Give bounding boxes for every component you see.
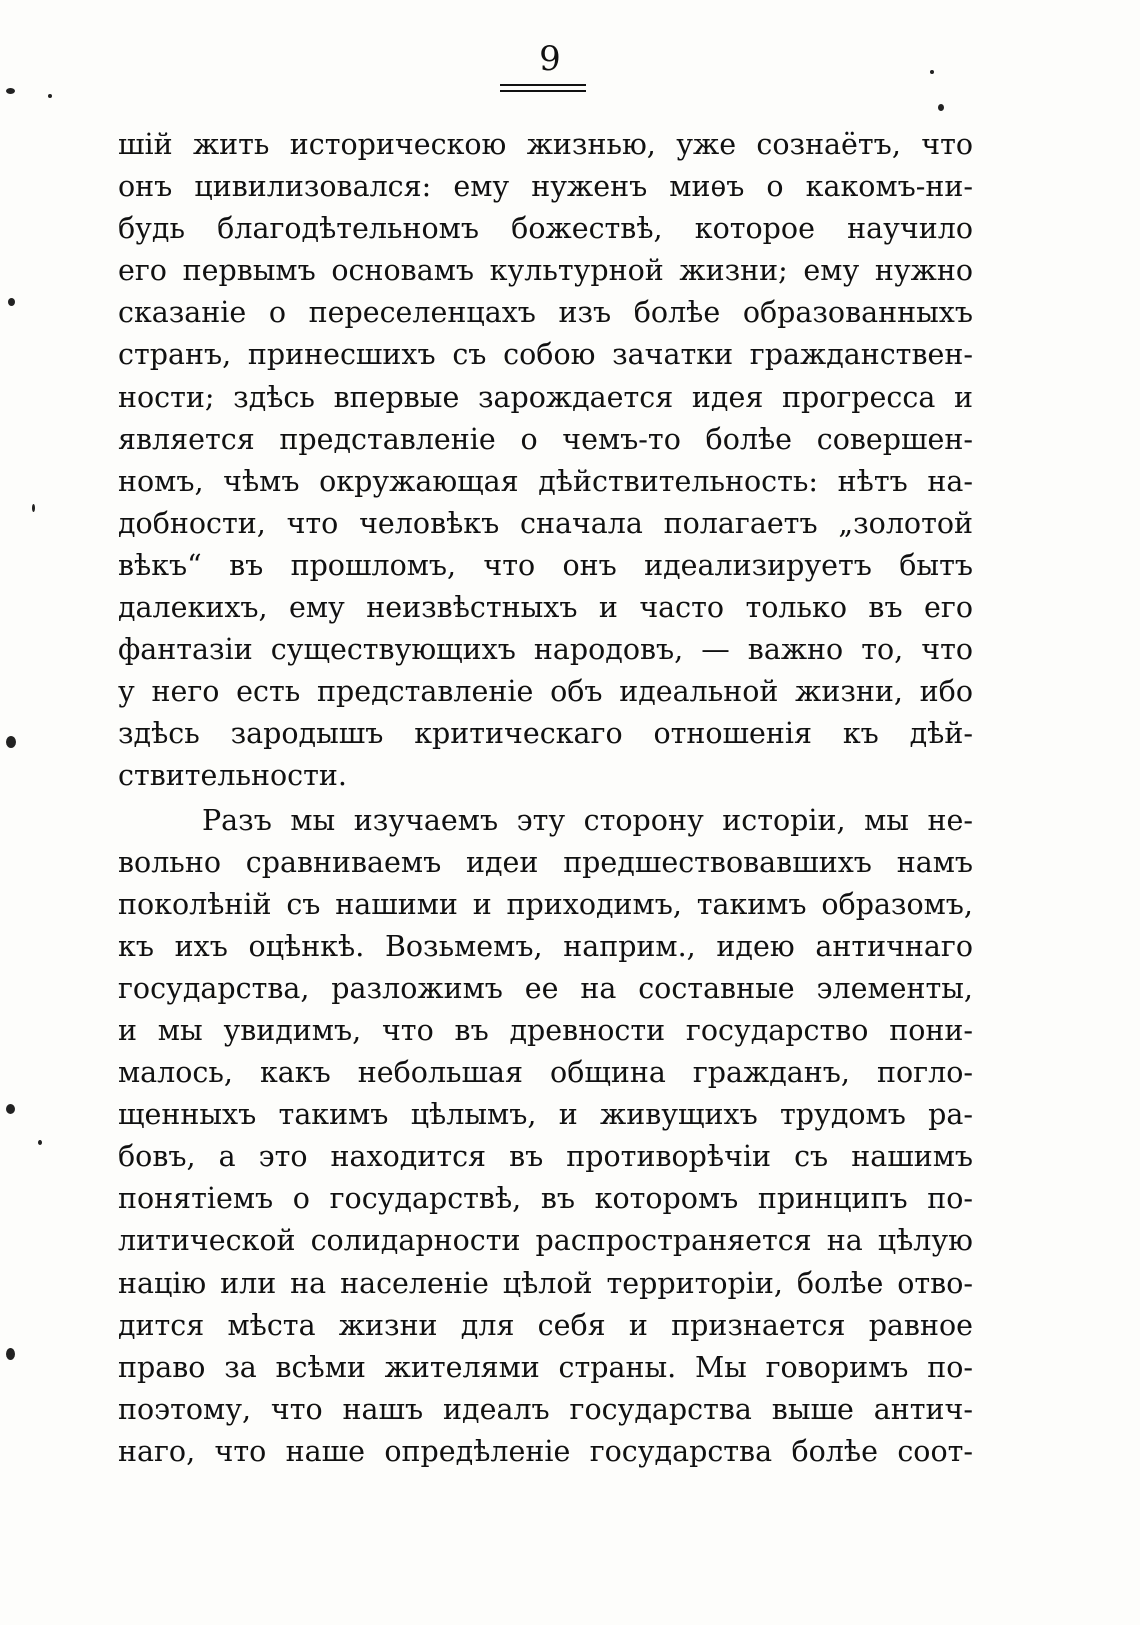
text-line: ствительности. [118,759,347,793]
text-line: дится мѣста жизни для себя и признается равное [118,1308,973,1342]
page-number-rule-top [500,84,586,86]
text-line: Разъ мы изучаемъ эту сторону исторіи, мы не- [202,803,973,837]
text-line: вѣкъ“ въ прошломъ, что онъ идеализируетъ бытъ [118,548,973,582]
scan-speck [32,504,35,512]
scan-speck [48,94,52,98]
text-line: вольно сравниваемъ идеи предшествовавшихъ намъ [118,845,973,879]
text-line: щенныхъ такимъ цѣлымъ, и живущихъ трудомъ ра- [118,1098,973,1132]
scan-speck [6,736,16,748]
text-line: фантазіи существующихъ народовъ, — важно то, что [118,633,973,667]
page-number: 9 [539,39,561,79]
text-line: литической солидарности распространяется на цѣлую [118,1224,973,1258]
text-line: бовъ, а это находится въ противорѣчіи съ нашимъ [118,1140,973,1174]
text-line: его первымъ основамъ культурной жизни; ему нужно [118,254,973,288]
text-line: является представленіе о чемъ-то болѣе совершен- [118,422,973,456]
text-line: сказаніе о переселенцахъ изъ болѣе образованныхъ [118,296,973,330]
text-line: здѣсь зародышъ критическаго отношенія къ дѣй- [118,717,973,751]
text-line: у него есть представленіе объ идеальной жизни, ибо [118,675,973,709]
scan-speck [6,1104,15,1114]
scan-speck [930,70,934,74]
text-line: къ ихъ оцѣнкѣ. Возьмемъ, наприм., идею античнаго [118,929,973,963]
text-line: и мы увидимъ, что въ древности государство пони- [118,1013,973,1047]
scan-speck [6,88,15,94]
text-line: шій жить историческою жизнью, уже сознаётъ, что [118,128,973,161]
scan-speck [938,104,944,111]
text-line: понятіемъ о государствѣ, въ которомъ принципъ по- [118,1182,973,1216]
paragraph [118,800,973,1474]
text-line: малось, какъ небольшая община гражданъ, погло- [118,1056,973,1090]
scan-speck [8,298,15,306]
text-line: поэтому, что нашъ идеалъ государства выше антич- [118,1392,973,1426]
text-line: наго, что наше опредѣленіе государства болѣе соот- [118,1434,973,1468]
text-line: націю или на населеніе цѣлой территоріи, болѣе отво- [118,1266,973,1300]
text-line: государства, разложимъ ее на составные элементы, [118,971,973,1005]
text-line: право за всѣми жителями страны. Мы говоримъ по- [118,1350,973,1384]
paragraph [118,124,973,798]
text-line: ности; здѣсь впервые зарождается идея прогресса и [118,380,973,414]
text-line: номъ, чѣмъ окружающая дѣйствительность: нѣтъ на- [118,464,973,498]
text-line: добности, что человѣкъ сначала полагаетъ „золотой [118,506,973,540]
text-line: далекихъ, ему неизвѣстныхъ и часто только въ его [118,591,973,625]
text-line: будь благодѣтельномъ божествѣ, которое научило [118,212,973,246]
body-text [118,124,973,1473]
text-line: поколѣній съ нашими и приходимъ, такимъ образомъ, [118,887,973,921]
page-number-rule-bottom [500,90,586,92]
scan-speck [38,1140,42,1145]
scan-speck [6,1348,15,1360]
text-line: странъ, принесшихъ съ собою зачатки гражданствен- [118,338,973,372]
text-line: онъ цивилизовался: ему нуженъ миѳъ о какомъ-ни- [118,170,973,204]
